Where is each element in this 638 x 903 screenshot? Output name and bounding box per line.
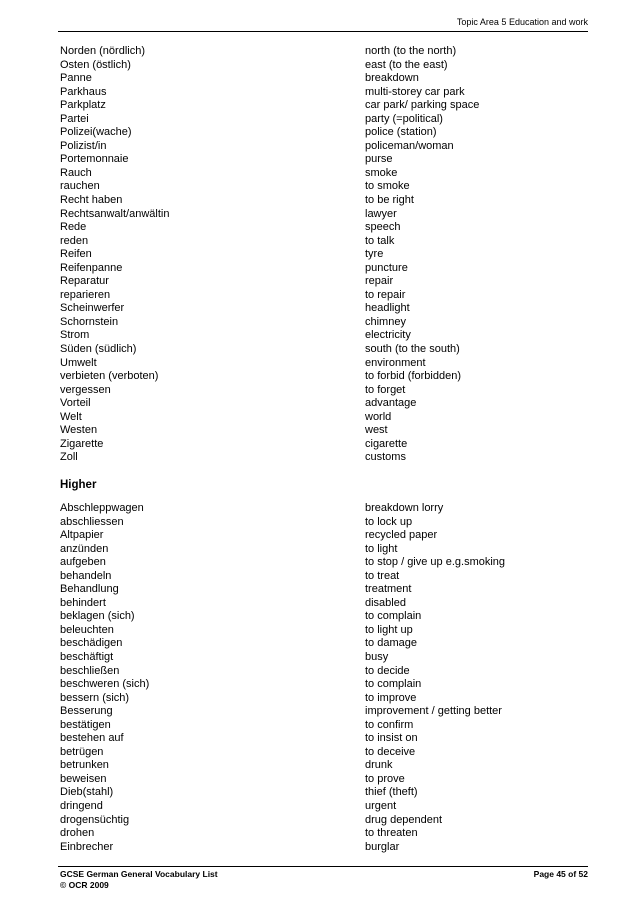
vocab-row <box>60 302 580 316</box>
english-translation: improvement / getting better <box>365 705 502 718</box>
vocab-row <box>60 529 580 543</box>
german-term: abschliessen <box>60 515 124 528</box>
vocab-row <box>60 194 580 208</box>
german-term: bestehen auf <box>60 732 124 745</box>
german-term: Rauch <box>60 166 92 179</box>
english-translation: cigarette <box>365 437 408 450</box>
german-term: anzünden <box>60 542 109 555</box>
vocab-row <box>60 543 580 557</box>
german-term: Zoll <box>60 451 78 464</box>
vocab-row <box>60 610 580 624</box>
vocab-row <box>60 678 580 692</box>
english-translation: west <box>365 424 388 437</box>
german-term: Scheinwerfer <box>60 302 125 315</box>
footer-title: GCSE German General Vocabulary List <box>60 869 218 879</box>
english-translation: to forget <box>365 383 406 396</box>
english-translation: burglar <box>365 840 400 853</box>
vocab-row <box>60 556 580 570</box>
vocab-row <box>60 235 580 249</box>
section-title-higher: Higher <box>60 479 97 491</box>
german-term: betrunken <box>60 759 109 772</box>
english-translation: east (to the east) <box>365 58 448 71</box>
english-translation: to threaten <box>365 827 418 840</box>
english-translation: north (to the north) <box>365 45 457 57</box>
german-term: Dieb(stahl) <box>60 786 114 799</box>
german-term: Polizei(wache) <box>60 126 132 139</box>
english-translation: purse <box>365 153 393 166</box>
german-term: vergessen <box>60 383 111 396</box>
english-translation: to lock up <box>365 515 413 528</box>
english-translation: to stop / give up e.g.smoking <box>365 556 506 569</box>
vocab-row <box>60 126 580 140</box>
german-term: Reparatur <box>60 275 109 288</box>
english-translation: to light <box>365 542 398 555</box>
german-term: beschweren (sich) <box>60 678 150 691</box>
vocab-row <box>60 438 580 452</box>
english-translation: to improve <box>365 691 417 704</box>
english-translation: urgent <box>365 800 397 813</box>
vocab-row <box>60 384 580 398</box>
german-term: Süden (südlich) <box>60 343 137 356</box>
german-term: beweisen <box>60 772 107 785</box>
vocab-row <box>60 665 580 679</box>
german-term: reden <box>60 234 89 247</box>
german-term: reparieren <box>60 288 111 301</box>
vocab-row <box>60 45 580 59</box>
english-translation: to damage <box>365 637 417 650</box>
german-term: betrügen <box>60 745 104 758</box>
german-term: Reifenpanne <box>60 261 123 274</box>
english-translation: multi-storey car park <box>365 85 465 98</box>
english-translation: to decide <box>365 664 410 677</box>
german-term: Norden (nördlich) <box>60 45 145 57</box>
vocab-row <box>60 370 580 384</box>
vocab-row <box>60 357 580 371</box>
german-term: Parkplatz <box>60 99 106 112</box>
vocab-row <box>60 705 580 719</box>
german-term: Osten (östlich) <box>60 58 131 71</box>
german-term: Schornstein <box>60 315 119 328</box>
german-term: Reifen <box>60 248 92 261</box>
english-translation: environment <box>365 356 426 369</box>
english-translation: busy <box>365 651 389 664</box>
english-translation: thief (theft) <box>365 786 418 799</box>
english-translation: tyre <box>365 248 384 261</box>
german-term: bestätigen <box>60 718 111 731</box>
german-term: Recht haben <box>60 194 123 207</box>
vocab-row <box>60 502 580 516</box>
vocab-row <box>60 289 580 303</box>
footer-copyright: © OCR 2009 <box>60 880 109 890</box>
english-translation: south (to the south) <box>365 343 460 356</box>
german-term: Umwelt <box>60 356 97 369</box>
vocab-row <box>60 570 580 584</box>
footer-divider <box>58 866 588 867</box>
english-translation: policeman/woman <box>365 139 454 152</box>
german-term: Besserung <box>60 705 113 718</box>
german-term: Parkhaus <box>60 85 107 98</box>
vocab-row <box>60 583 580 597</box>
english-translation: lawyer <box>365 207 397 220</box>
vocab-row <box>60 167 580 181</box>
english-translation: headlight <box>365 302 410 315</box>
english-translation: to repair <box>365 288 406 301</box>
english-translation: to insist on <box>365 732 418 745</box>
basic-vocabulary-list <box>60 45 580 465</box>
vocab-row <box>60 329 580 343</box>
german-term: Strom <box>60 329 90 342</box>
english-translation: chimney <box>365 315 406 328</box>
german-term: behandeln <box>60 569 112 582</box>
vocab-row <box>60 451 580 465</box>
english-translation: smoke <box>365 166 398 179</box>
english-translation: speech <box>365 221 401 234</box>
german-term: beschädigen <box>60 637 123 650</box>
german-term: beleuchten <box>60 623 114 636</box>
english-translation: car park/ parking space <box>365 99 480 112</box>
german-term: drohen <box>60 827 95 840</box>
english-translation: to light up <box>365 623 413 636</box>
vocab-row <box>60 180 580 194</box>
german-term: drogensüchtig <box>60 813 130 826</box>
german-term: aufgeben <box>60 556 106 569</box>
vocab-row <box>60 153 580 167</box>
english-translation: electricity <box>365 329 411 342</box>
german-term: behindert <box>60 596 106 609</box>
english-translation: breakdown lorry <box>365 502 444 514</box>
vocab-row <box>60 692 580 706</box>
german-term: Altpapier <box>60 529 104 542</box>
english-translation: party (=political) <box>365 112 443 125</box>
vocab-row <box>60 651 580 665</box>
english-translation: repair <box>365 275 394 288</box>
vocab-row <box>60 516 580 530</box>
vocab-row <box>60 221 580 235</box>
english-translation: to treat <box>365 569 400 582</box>
german-term: Welt <box>60 410 82 423</box>
english-translation: to be right <box>365 194 414 207</box>
footer-left <box>60 869 218 891</box>
vocab-row <box>60 113 580 127</box>
vocab-row <box>60 773 580 787</box>
english-translation: recycled paper <box>365 529 438 542</box>
vocab-row <box>60 208 580 222</box>
german-term: Vorteil <box>60 397 91 410</box>
english-translation: to forbid (forbidden) <box>365 370 461 383</box>
german-term: Portemonnaie <box>60 153 129 166</box>
vocab-row <box>60 397 580 411</box>
english-translation: advantage <box>365 397 417 410</box>
german-term: Behandlung <box>60 583 119 596</box>
header-divider <box>58 31 588 32</box>
german-term: beschließen <box>60 664 120 677</box>
english-translation: drug dependent <box>365 813 443 826</box>
english-translation: to talk <box>365 234 395 247</box>
vocab-row <box>60 262 580 276</box>
english-translation: to complain <box>365 678 422 691</box>
higher-vocabulary-list <box>60 502 580 854</box>
vocab-row <box>60 814 580 828</box>
vocab-row <box>60 841 580 855</box>
english-translation: to prove <box>365 772 405 785</box>
page-header: Topic Area 5 Education and work <box>456 17 588 27</box>
vocab-row <box>60 624 580 638</box>
vocab-row <box>60 637 580 651</box>
german-term: verbieten (verboten) <box>60 370 159 383</box>
vocab-row <box>60 59 580 73</box>
vocab-row <box>60 316 580 330</box>
vocab-row <box>60 800 580 814</box>
vocab-row <box>60 786 580 800</box>
vocab-row <box>60 719 580 733</box>
german-term: rauchen <box>60 180 100 193</box>
vocab-row <box>60 424 580 438</box>
german-term: dringend <box>60 800 103 813</box>
german-term: Abschleppwagen <box>60 502 144 514</box>
german-term: Rechtsanwalt/anwältin <box>60 207 170 220</box>
german-term: Zigarette <box>60 437 104 450</box>
english-translation: police (station) <box>365 126 437 139</box>
english-translation: to complain <box>365 610 422 623</box>
vocab-row <box>60 275 580 289</box>
vocab-row <box>60 759 580 773</box>
english-translation: world <box>365 410 392 423</box>
vocab-row <box>60 140 580 154</box>
german-term: Rede <box>60 221 87 234</box>
vocab-row <box>60 411 580 425</box>
german-term: Einbrecher <box>60 840 114 853</box>
vocab-row <box>60 99 580 113</box>
german-term: beschäftigt <box>60 651 114 664</box>
english-translation: treatment <box>365 583 412 596</box>
english-translation: breakdown <box>365 72 419 85</box>
vocab-row <box>60 827 580 841</box>
vocab-row <box>60 72 580 86</box>
english-translation: drunk <box>365 759 393 772</box>
vocab-row <box>60 343 580 357</box>
english-translation: disabled <box>365 596 406 609</box>
vocab-row <box>60 86 580 100</box>
german-term: bessern (sich) <box>60 691 130 704</box>
english-translation: customs <box>365 451 406 464</box>
german-term: Partei <box>60 112 89 125</box>
vocab-row <box>60 597 580 611</box>
german-term: Panne <box>60 72 92 85</box>
english-translation: to confirm <box>365 718 414 731</box>
english-translation: to smoke <box>365 180 410 193</box>
vocab-row <box>60 248 580 262</box>
vocab-row <box>60 746 580 760</box>
german-term: beklagen (sich) <box>60 610 135 623</box>
german-term: Polizist/in <box>60 139 107 152</box>
vocab-row <box>60 732 580 746</box>
english-translation: puncture <box>365 261 408 274</box>
english-translation: to deceive <box>365 745 416 758</box>
german-term: Westen <box>60 424 98 437</box>
page-number: Page 45 of 52 <box>533 869 588 879</box>
